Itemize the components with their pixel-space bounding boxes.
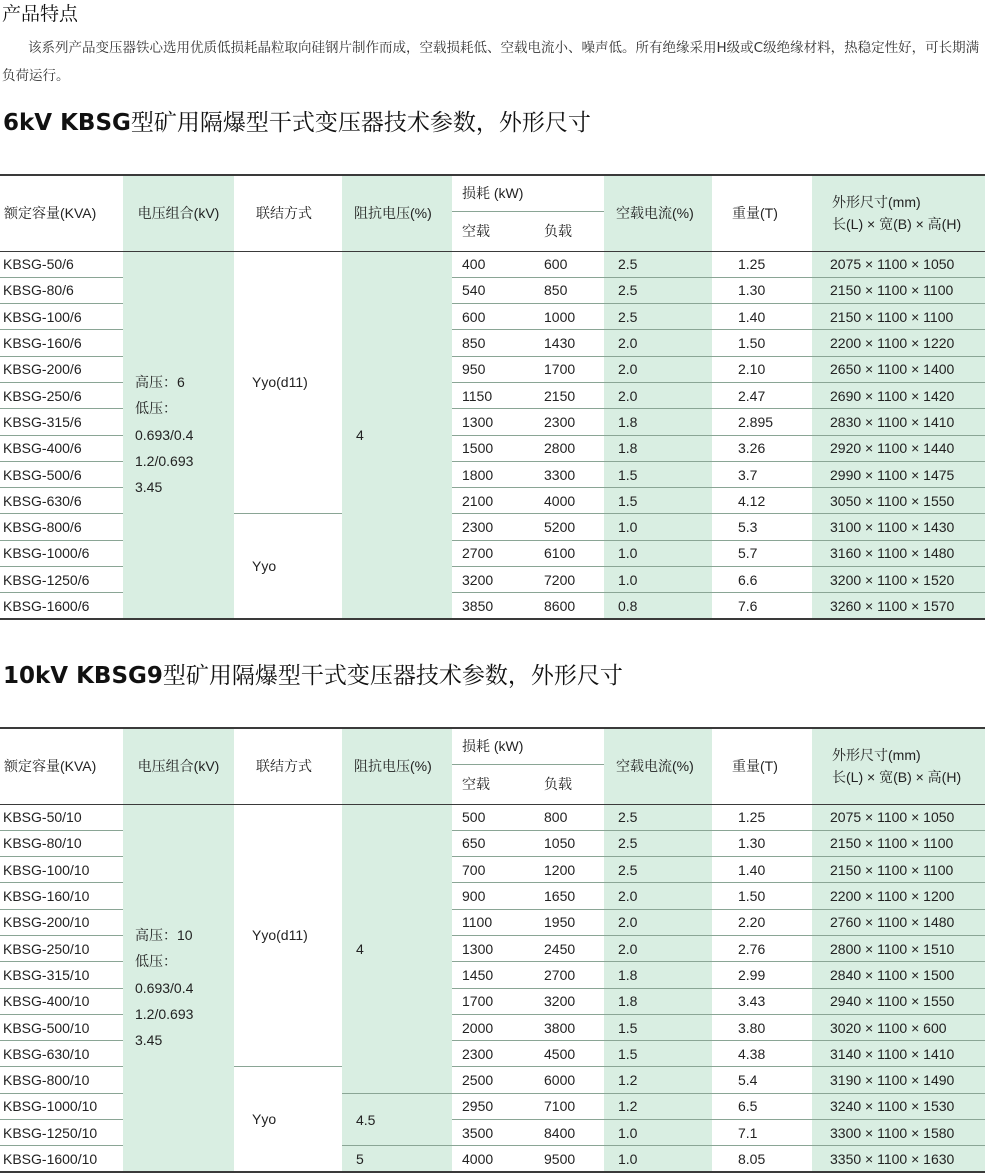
cell-load-loss: 8600 [534,593,604,619]
cell-weight: 6.5 [712,1093,812,1119]
cell-noload-current: 2.0 [604,909,712,935]
cell-noload-loss: 1300 [452,935,534,961]
cell-model: KBSG-315/6 [0,409,123,435]
cell-dimensions: 2150 × 1100 × 1100 [812,830,985,856]
features-title: 产品特点 [2,3,79,25]
impedance-group: 5 [342,1146,452,1172]
cell-model: KBSG-50/6 [0,251,123,277]
col-header-current: 空载电流(%) [604,175,712,251]
spec-table-6kv [0,174,985,620]
cell-load-loss: 4500 [534,1041,604,1067]
cell-noload-current: 1.5 [604,1014,712,1040]
cell-dimensions: 3350 × 1100 × 1630 [812,1146,985,1172]
cell-weight: 1.40 [712,304,812,330]
cell-model: KBSG-630/6 [0,488,123,514]
cell-dimensions: 3200 × 1100 × 1520 [812,567,985,593]
cell-dimensions: 3260 × 1100 × 1570 [812,593,985,619]
cell-weight: 7.6 [712,593,812,619]
cell-noload-current: 1.0 [604,567,712,593]
cell-dimensions: 2150 × 1100 × 1100 [812,277,985,303]
cell-model: KBSG-1000/6 [0,540,123,566]
cell-noload-loss: 700 [452,857,534,883]
col-header-loss: 损耗 (kW) [452,175,604,211]
cell-load-loss: 600 [534,251,604,277]
voltage-line: 3.45 [135,479,163,496]
cell-model: KBSG-800/10 [0,1067,123,1093]
voltage-line: 高压：10 [135,927,193,944]
col-header-noload: 空载 [452,764,534,804]
cell-noload-loss: 3200 [452,567,534,593]
cell-weight: 3.7 [712,461,812,487]
cell-weight: 1.30 [712,830,812,856]
cell-noload-loss: 2700 [452,540,534,566]
cell-load-loss: 1200 [534,857,604,883]
cell-noload-current: 1.8 [604,435,712,461]
cell-dimensions: 2800 × 1100 × 1510 [812,935,985,961]
cell-noload-current: 1.2 [604,1067,712,1093]
cell-noload-loss: 2000 [452,1014,534,1040]
impedance-group: 4 [342,251,452,619]
cell-noload-current: 2.5 [604,857,712,883]
cell-load-loss: 8400 [534,1120,604,1146]
cell-noload-current: 1.0 [604,514,712,540]
cell-noload-current: 1.5 [604,1041,712,1067]
col-header-loss: 损耗 (kW) [452,728,604,764]
cell-noload-current: 0.8 [604,593,712,619]
cell-weight: 2.99 [712,962,812,988]
cell-dimensions: 2150 × 1100 × 1100 [812,304,985,330]
cell-dimensions: 2650 × 1100 × 1400 [812,356,985,382]
cell-load-loss: 850 [534,277,604,303]
col-header-impedance: 阻抗电压(%) [342,175,452,251]
cell-noload-loss: 900 [452,883,534,909]
cell-noload-loss: 540 [452,277,534,303]
cell-dimensions: 2690 × 1100 × 1420 [812,382,985,408]
cell-load-loss: 7100 [534,1093,604,1119]
col-header-capacity: 额定容量(KVA) [0,728,123,804]
voltage-combination [123,804,234,1172]
cell-load-loss: 2800 [534,435,604,461]
cell-dimensions: 2840 × 1100 × 1500 [812,962,985,988]
cell-noload-current: 1.0 [604,1146,712,1172]
cell-noload-loss: 2500 [452,1067,534,1093]
col-header-noload: 空载 [452,211,534,251]
cell-weight: 1.25 [712,251,812,277]
cell-dimensions: 2990 × 1100 × 1475 [812,461,985,487]
cell-dimensions: 3240 × 1100 × 1530 [812,1093,985,1119]
cell-weight: 3.26 [712,435,812,461]
cell-dimensions: 3140 × 1100 × 1410 [812,1041,985,1067]
cell-dimensions: 2150 × 1100 × 1100 [812,857,985,883]
cell-weight: 1.40 [712,857,812,883]
col-header-dims-line2: 长(L) × 宽(B) × 高(H) [832,769,962,786]
cell-noload-loss: 1450 [452,962,534,988]
table6-title [3,104,591,137]
cell-load-loss: 800 [534,804,604,830]
table6-title-prefix: 6kV KBSG [3,110,131,136]
cell-model: KBSG-400/6 [0,435,123,461]
voltage-line: 3.45 [135,1032,163,1049]
col-header-weight: 重量(T) [712,175,812,251]
cell-noload-current: 1.0 [604,1120,712,1146]
cell-noload-loss: 850 [452,330,534,356]
connection-group: Yyo(d11) [234,251,342,514]
cell-weight: 1.50 [712,883,812,909]
cell-noload-current: 1.8 [604,988,712,1014]
cell-noload-loss: 1300 [452,409,534,435]
cell-weight: 5.3 [712,514,812,540]
cell-weight: 2.47 [712,382,812,408]
cell-noload-current: 2.0 [604,330,712,356]
cell-load-loss: 1700 [534,356,604,382]
cell-load-loss: 3800 [534,1014,604,1040]
cell-dimensions: 2830 × 1100 × 1410 [812,409,985,435]
cell-dimensions: 2940 × 1100 × 1550 [812,988,985,1014]
cell-weight: 6.6 [712,567,812,593]
col-header-weight: 重量(T) [712,728,812,804]
voltage-line: 高压：6 [135,374,185,391]
cell-noload-loss: 2300 [452,1041,534,1067]
cell-noload-loss: 1150 [452,382,534,408]
cell-model: KBSG-1600/6 [0,593,123,619]
cell-dimensions: 3300 × 1100 × 1580 [812,1120,985,1146]
cell-noload-loss: 1800 [452,461,534,487]
cell-load-loss: 3200 [534,988,604,1014]
cell-weight: 2.20 [712,909,812,935]
cell-noload-loss: 3500 [452,1120,534,1146]
cell-model: KBSG-1250/10 [0,1120,123,1146]
cell-noload-loss: 600 [452,304,534,330]
cell-model: KBSG-800/6 [0,514,123,540]
cell-model: KBSG-500/6 [0,461,123,487]
cell-noload-loss: 950 [452,356,534,382]
cell-dimensions: 2920 × 1100 × 1440 [812,435,985,461]
cell-noload-loss: 2100 [452,488,534,514]
cell-noload-current: 1.0 [604,540,712,566]
cell-dimensions: 2200 × 1100 × 1200 [812,883,985,909]
cell-noload-current: 2.0 [604,382,712,408]
connection-group: Yyo(d11) [234,804,342,1067]
cell-noload-current: 1.8 [604,409,712,435]
cell-model: KBSG-315/10 [0,962,123,988]
cell-model: KBSG-100/10 [0,857,123,883]
voltage-combination [123,251,234,619]
col-header-dims-line2: 长(L) × 宽(B) × 高(H) [832,216,962,233]
cell-load-loss: 1000 [534,304,604,330]
col-header-load: 负载 [534,211,604,251]
cell-dimensions: 2200 × 1100 × 1220 [812,330,985,356]
cell-weight: 7.1 [712,1120,812,1146]
spec-table-10kv [0,727,985,1173]
cell-model: KBSG-250/10 [0,935,123,961]
voltage-line: 0.693/0.4 [135,979,194,996]
col-header-impedance: 阻抗电压(%) [342,728,452,804]
cell-weight: 5.7 [712,540,812,566]
cell-load-loss: 6100 [534,540,604,566]
col-header-dims [812,175,985,251]
cell-model: KBSG-630/10 [0,1041,123,1067]
col-header-connection: 联结方式 [234,175,342,251]
cell-load-loss: 4000 [534,488,604,514]
cell-noload-current: 1.2 [604,1093,712,1119]
cell-load-loss: 2300 [534,409,604,435]
cell-dimensions: 3020 × 1100 × 600 [812,1014,985,1040]
table10-title [3,657,623,690]
cell-load-loss: 2150 [534,382,604,408]
features-text: 该系列产品变压器铁心选用优质低损耗晶粒取向硅钢片制作而成，空载损耗低、空载电流小、噪声低。所有绝缘采用H级或C级绝缘材料，热稳定性好，可长期满负荷运行。 [2,40,980,84]
cell-noload-current: 2.5 [604,804,712,830]
cell-load-loss: 3300 [534,461,604,487]
cell-model: KBSG-80/6 [0,277,123,303]
cell-noload-loss: 400 [452,251,534,277]
cell-noload-current: 2.5 [604,251,712,277]
cell-weight: 1.25 [712,804,812,830]
cell-dimensions: 3100 × 1100 × 1430 [812,514,985,540]
voltage-line: 低压： [135,953,177,970]
cell-noload-current: 2.0 [604,356,712,382]
table-row [0,804,985,830]
cell-weight: 2.76 [712,935,812,961]
cell-model: KBSG-160/6 [0,330,123,356]
cell-noload-loss: 2300 [452,514,534,540]
col-header-dims [812,728,985,804]
cell-dimensions: 3190 × 1100 × 1490 [812,1067,985,1093]
cell-noload-current: 2.0 [604,935,712,961]
cell-dimensions: 3160 × 1100 × 1480 [812,540,985,566]
cell-dimensions: 2075 × 1100 × 1050 [812,804,985,830]
cell-model: KBSG-500/10 [0,1014,123,1040]
cell-load-loss: 2450 [534,935,604,961]
cell-noload-loss: 3850 [452,593,534,619]
col-header-connection: 联结方式 [234,728,342,804]
table10-title-prefix: 10kV KBSG9 [3,663,163,689]
cell-model: KBSG-50/10 [0,804,123,830]
col-header-current: 空载电流(%) [604,728,712,804]
voltage-line: 0.693/0.4 [135,426,194,443]
cell-model: KBSG-1250/6 [0,567,123,593]
voltage-line: 1.2/0.693 [135,1005,194,1022]
cell-noload-current: 1.8 [604,962,712,988]
cell-weight: 1.50 [712,330,812,356]
col-header-voltage: 电压组合(kV) [123,175,234,251]
cell-dimensions: 2760 × 1100 × 1480 [812,909,985,935]
cell-noload-current: 2.5 [604,830,712,856]
cell-noload-loss: 4000 [452,1146,534,1172]
cell-weight: 5.4 [712,1067,812,1093]
cell-weight: 2.895 [712,409,812,435]
cell-noload-loss: 1500 [452,435,534,461]
voltage-line: 低压： [135,400,177,417]
cell-noload-loss: 650 [452,830,534,856]
connection-group: Yyo [234,514,342,619]
table6-title-suffix: 型矿用隔爆型干式变压器技术参数，外形尺寸 [130,110,591,136]
cell-model: KBSG-250/6 [0,382,123,408]
cell-model: KBSG-100/6 [0,304,123,330]
voltage-line: 1.2/0.693 [135,452,194,469]
cell-noload-current: 1.5 [604,461,712,487]
cell-load-loss: 7200 [534,567,604,593]
cell-weight: 3.43 [712,988,812,1014]
col-header-load: 负载 [534,764,604,804]
cell-load-loss: 1050 [534,830,604,856]
cell-dimensions: 3050 × 1100 × 1550 [812,488,985,514]
col-header-voltage: 电压组合(kV) [123,728,234,804]
impedance-group: 4.5 [342,1093,452,1146]
cell-noload-current: 2.5 [604,277,712,303]
cell-noload-loss: 1100 [452,909,534,935]
cell-weight: 2.10 [712,356,812,382]
cell-model: KBSG-1600/10 [0,1146,123,1172]
cell-weight: 4.12 [712,488,812,514]
cell-model: KBSG-80/10 [0,830,123,856]
cell-load-loss: 9500 [534,1146,604,1172]
cell-load-loss: 2700 [534,962,604,988]
connection-group: Yyo [234,1067,342,1172]
cell-noload-current: 2.5 [604,304,712,330]
cell-noload-loss: 2950 [452,1093,534,1119]
cell-noload-current: 1.5 [604,488,712,514]
cell-weight: 3.80 [712,1014,812,1040]
col-header-dims-line1: 外形尺寸(mm) [832,194,921,211]
impedance-group: 4 [342,804,452,1093]
cell-model: KBSG-160/10 [0,883,123,909]
cell-load-loss: 1950 [534,909,604,935]
col-header-capacity: 额定容量(KVA) [0,175,123,251]
cell-model: KBSG-200/6 [0,356,123,382]
table10-title-suffix: 型矿用隔爆型干式变压器技术参数，外形尺寸 [162,663,623,689]
cell-model: KBSG-200/10 [0,909,123,935]
cell-noload-current: 2.0 [604,883,712,909]
cell-noload-loss: 500 [452,804,534,830]
cell-load-loss: 5200 [534,514,604,540]
cell-model: KBSG-1000/10 [0,1093,123,1119]
cell-load-loss: 6000 [534,1067,604,1093]
cell-dimensions: 2075 × 1100 × 1050 [812,251,985,277]
cell-weight: 4.38 [712,1041,812,1067]
table-row [0,251,985,277]
col-header-dims-line1: 外形尺寸(mm) [832,747,921,764]
cell-model: KBSG-400/10 [0,988,123,1014]
cell-weight: 8.05 [712,1146,812,1172]
cell-weight: 1.30 [712,277,812,303]
cell-load-loss: 1650 [534,883,604,909]
cell-load-loss: 1430 [534,330,604,356]
cell-noload-loss: 1700 [452,988,534,1014]
